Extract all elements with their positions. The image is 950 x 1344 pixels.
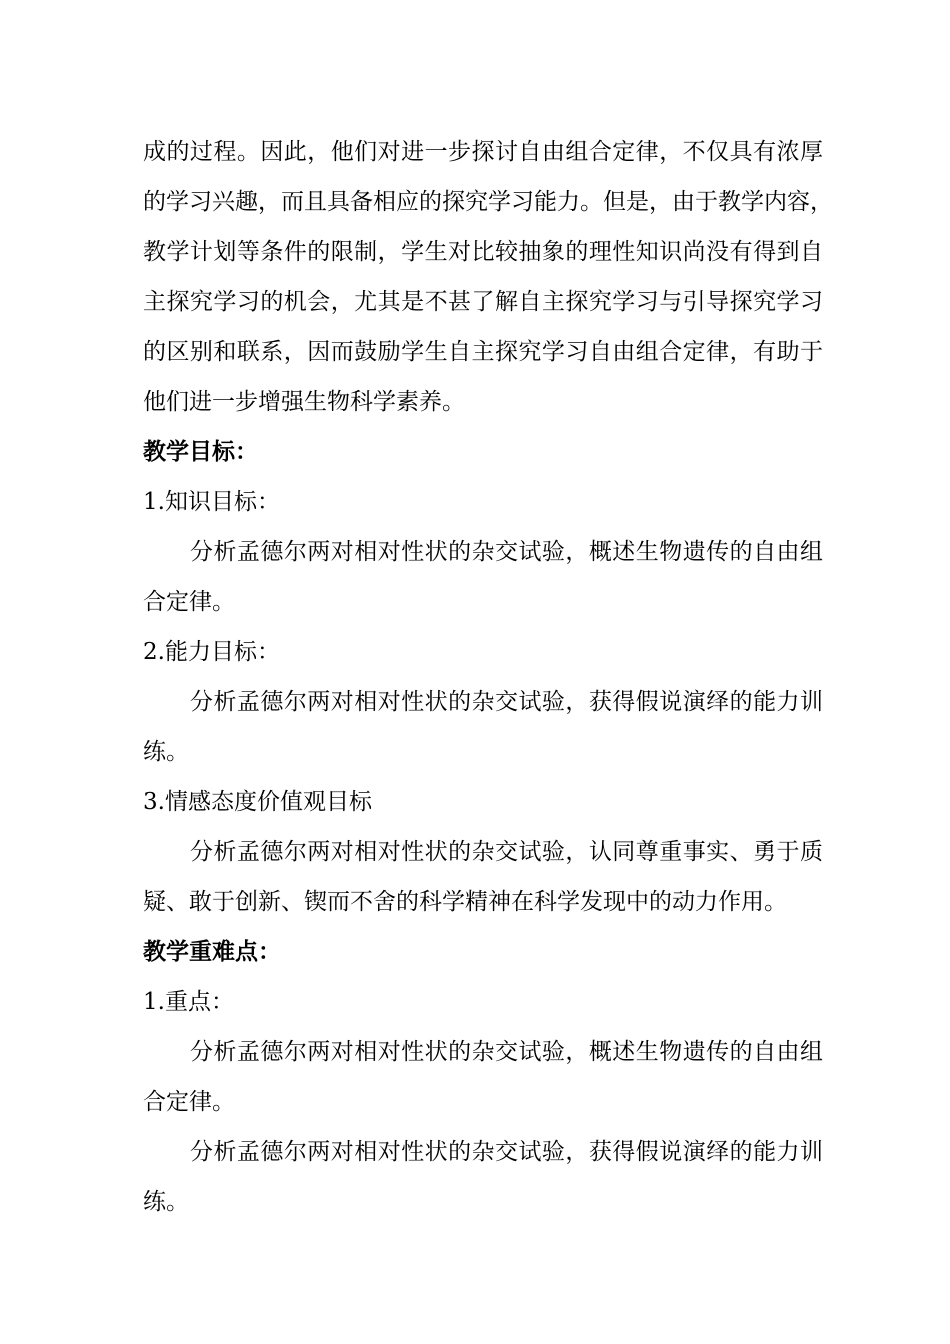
paragraph-line: 教学计划等条件的限制，学生对比较抽象的理性知识尚没有得到自: [143, 239, 823, 265]
paragraph-line: 的学习兴趣，而且具备相应的探究学习能力。但是，由于教学内容，: [143, 189, 833, 215]
knowledge-objective-text: 分析孟德尔两对相对性状的杂交试验，概述生物遗传的自由组: [190, 539, 823, 565]
key-point-text: 分析孟德尔两对相对性状的杂交试验，概述生物遗传的自由组: [190, 1039, 823, 1065]
knowledge-objective-text-cont: 合定律。: [143, 589, 235, 615]
paragraph-line: 成的过程。因此，他们对进一步探讨自由组合定律，不仅具有浓厚: [143, 139, 823, 165]
key-point-text: 分析孟德尔两对相对性状的杂交试验，获得假说演绎的能力训: [190, 1139, 823, 1165]
knowledge-objective-label: 1.知识目标：: [143, 489, 280, 515]
emotion-objective-text: 分析孟德尔两对相对性状的杂交试验，认同尊重事实、勇于质: [190, 839, 823, 865]
emotion-objective-text-cont: 疑、敢于创新、锲而不舍的科学精神在科学发现中的动力作用。: [143, 889, 787, 915]
section-heading-objectives: 教学目标：: [143, 438, 258, 465]
ability-objective-label: 2.能力目标：: [143, 639, 280, 665]
key-point-label: 1.重点：: [143, 989, 234, 1015]
ability-objective-text: 分析孟德尔两对相对性状的杂交试验，获得假说演绎的能力训: [190, 689, 823, 715]
paragraph-line: 他们进一步增强生物科学素养。: [143, 389, 465, 415]
paragraph-line: 主探究学习的机会，尤其是不甚了解自主探究学习与引导探究学习: [143, 289, 823, 315]
emotion-objective-label: 3.情感态度价值观目标: [143, 789, 372, 815]
paragraph-line: 的区别和联系，因而鼓励学生自主探究学习自由组合定律，有助于: [143, 339, 823, 365]
key-point-text-cont: 合定律。: [143, 1089, 235, 1115]
section-heading-key-points: 教学重难点：: [143, 938, 281, 965]
key-point-text-cont: 练。: [143, 1189, 189, 1215]
ability-objective-text-cont: 练。: [143, 739, 189, 765]
